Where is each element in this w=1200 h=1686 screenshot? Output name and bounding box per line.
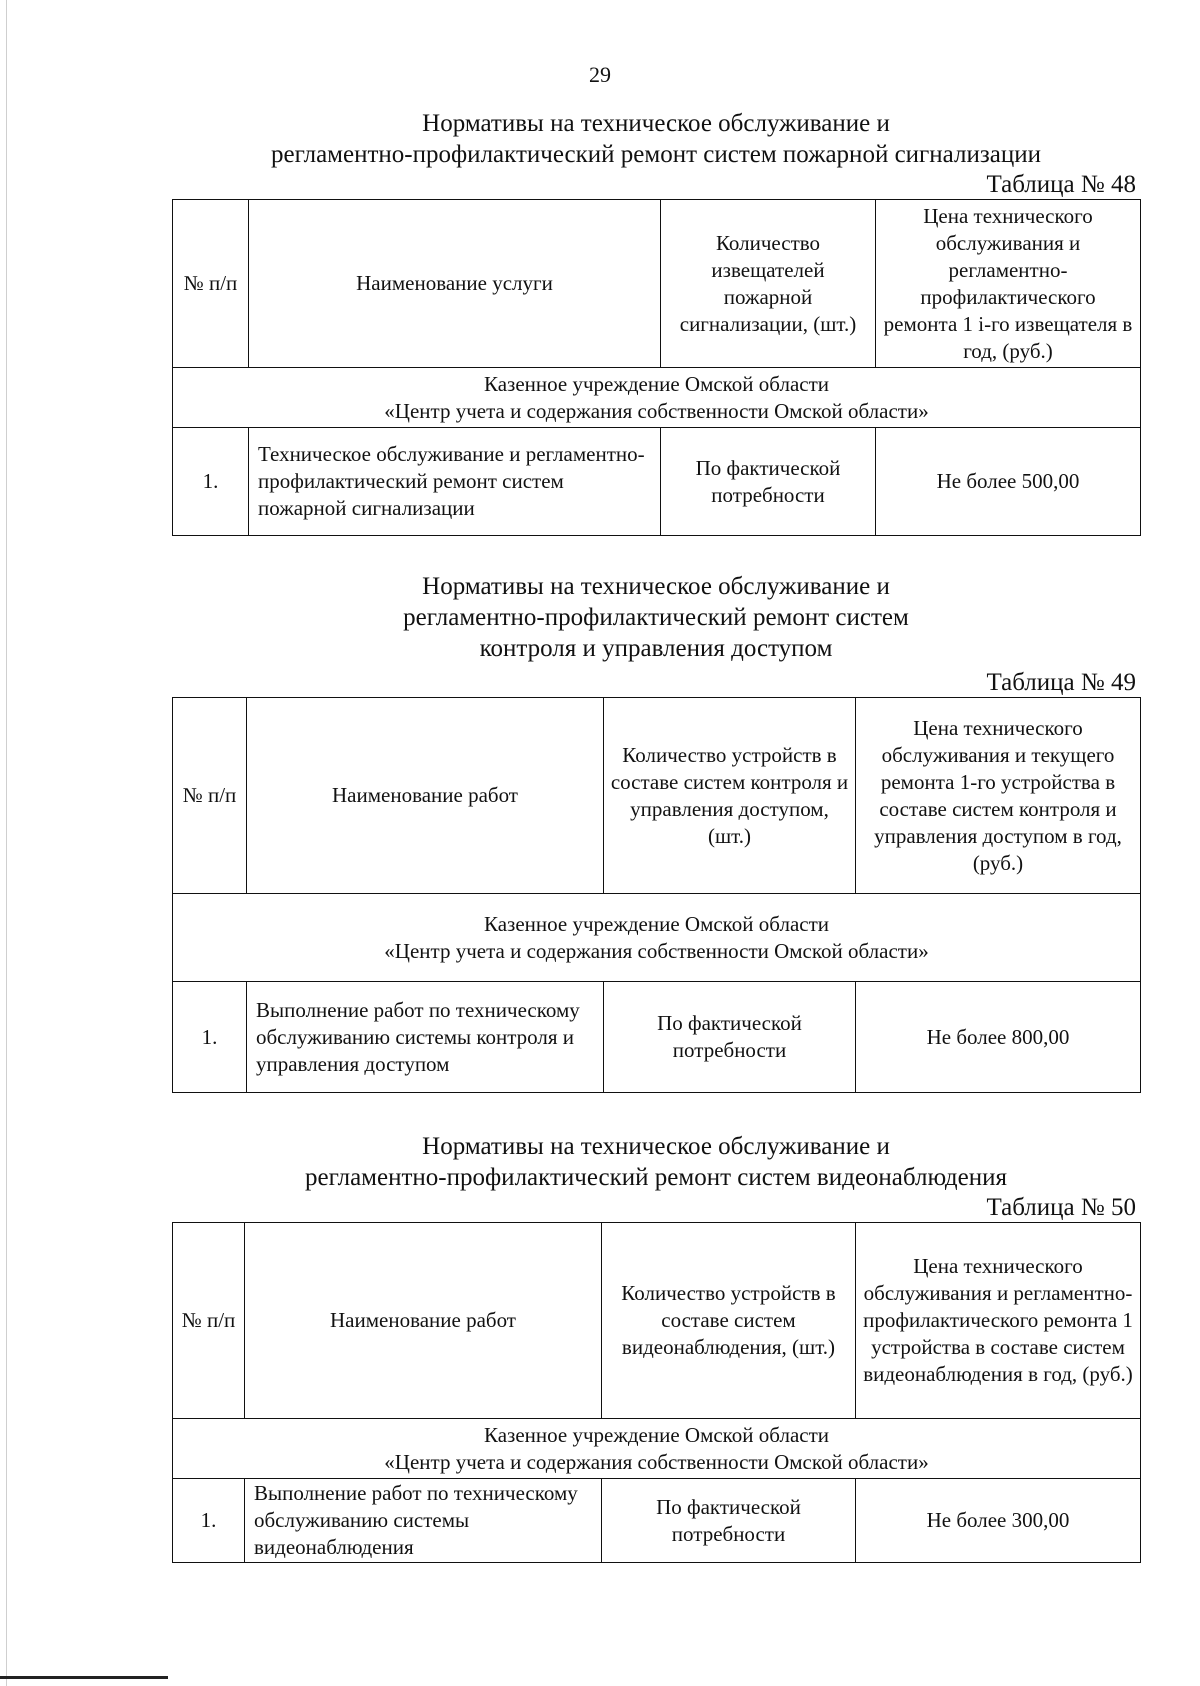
table-label: Таблица № 50: [986, 1194, 1136, 1221]
title-line: Нормативы на техническое обслуживание и: [422, 110, 890, 137]
header-qty: Количество устройств в составе систем видеонаблюдения, (шт.): [602, 1223, 856, 1419]
header-row: [173, 698, 1141, 894]
norm-table-48: [172, 199, 1141, 536]
org-row: [173, 1419, 1141, 1479]
header-row: [173, 200, 1141, 368]
org-cell: [173, 368, 1141, 428]
title-line: регламентно-профилактический ремонт систем: [403, 604, 909, 631]
header-name: Наименование работ: [247, 698, 604, 894]
section-access-control: [172, 571, 1140, 1093]
row-price: Не более 500,00: [876, 428, 1141, 536]
row-num: 1.: [173, 982, 247, 1093]
header-price: Цена технического обслуживания и регламентно-профилактического ремонта 1 устройства в составе систем видеонаблюдения в год, (руб.): [856, 1223, 1141, 1419]
org-line: «Центр учета и содержания собственности Омской области»: [384, 938, 929, 963]
norm-table-49: [172, 697, 1141, 1093]
row-name: Выполнение работ по техническому обслуживанию системы контроля и управления доступом: [247, 982, 604, 1093]
table-label: Таблица № 48: [986, 171, 1136, 198]
title-line: Нормативы на техническое обслуживание и: [422, 573, 890, 600]
row-name: Техническое обслуживание и регламентно-профилактический ремонт систем пожарной сигнализации: [249, 428, 661, 536]
header-row: [173, 1223, 1141, 1419]
header-name: Наименование работ: [245, 1223, 602, 1419]
title-line: регламентно-профилактический ремонт систем видеонаблюдения: [305, 1164, 1007, 1191]
row-name: Выполнение работ по техническому обслуживанию системы видеонаблюдения: [245, 1479, 602, 1563]
org-row: [173, 368, 1141, 428]
header-qty: Количество извещателей пожарной сигнализации, (шт.): [661, 200, 876, 368]
header-num: № п/п: [173, 698, 247, 894]
row-num: 1.: [173, 1479, 245, 1563]
org-cell: [173, 894, 1141, 982]
header-num: № п/п: [173, 1223, 245, 1419]
row-price: Не более 300,00: [856, 1479, 1141, 1563]
title-line: Нормативы на техническое обслуживание и: [422, 1133, 890, 1160]
page-number: 29: [589, 62, 611, 87]
header-price: Цена технического обслуживания и регламентно-профилактического ремонта 1 i-го извещателя в год, (руб.): [876, 200, 1141, 368]
scan-margin-line: [6, 0, 7, 1686]
section-title: [172, 108, 1140, 170]
header-price: Цена технического обслуживания и текущего ремонта 1-го устройства в составе систем контроля и управления доступом в год, (руб.): [856, 698, 1141, 894]
org-line: Казенное учреждение Омской области: [483, 911, 829, 936]
row-qty: По фактической потребности: [602, 1479, 856, 1563]
scan-bottom-rule: [0, 1676, 168, 1679]
header-num: № п/п: [173, 200, 249, 368]
row-num: 1.: [173, 428, 249, 536]
row-qty: По фактической потребности: [604, 982, 856, 1093]
norm-table-50: [172, 1222, 1141, 1563]
row-price: Не более 800,00: [856, 982, 1141, 1093]
header-qty: Количество устройств в составе систем контроля и управления доступом, (шт.): [604, 698, 856, 894]
table-row: [173, 1479, 1141, 1563]
header-name: Наименование услуги: [249, 200, 661, 368]
section-fire-alarm: [172, 108, 1140, 536]
title-line: регламентно-профилактический ремонт систем пожарной сигнализации: [271, 141, 1041, 168]
section-video-surveillance: [172, 1131, 1140, 1563]
row-qty: По фактической потребности: [661, 428, 876, 536]
section-title: [172, 571, 1140, 664]
org-line: Казенное учреждение Омской области: [483, 1422, 829, 1447]
table-label: Таблица № 49: [986, 669, 1136, 696]
table-row: [173, 982, 1141, 1093]
title-line: контроля и управления доступом: [479, 635, 833, 662]
section-title: [172, 1131, 1140, 1193]
org-cell: [173, 1419, 1141, 1479]
org-line: «Центр учета и содержания собственности Омской области»: [384, 1449, 929, 1474]
org-row: [173, 894, 1141, 982]
org-line: «Центр учета и содержания собственности Омской области»: [384, 398, 929, 423]
table-row: [173, 428, 1141, 536]
org-line: Казенное учреждение Омской области: [483, 371, 829, 396]
